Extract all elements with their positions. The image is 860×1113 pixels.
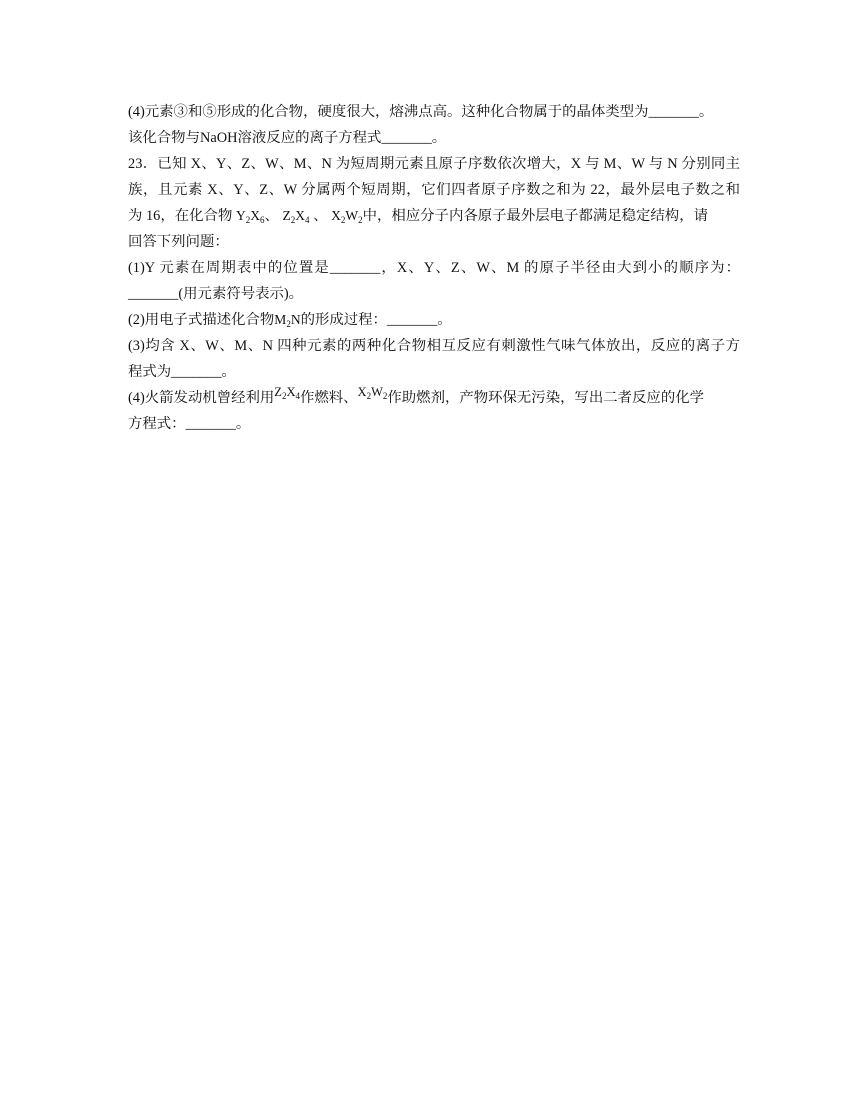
q23-part3-line1: (3)均含 X、W、M、N 四种元素的两种化合物相互反应有刺激性气味气体放出，反应的离子方: [128, 338, 740, 354]
q23-stem-line4: 回答下列问题：: [128, 234, 229, 250]
part4-mid: 作燃料、: [299, 390, 358, 406]
formula-symbol: X: [286, 385, 296, 399]
formula-subscript: 2: [358, 215, 363, 225]
formula-symbol: Y: [235, 208, 246, 223]
formula-symbol: W: [371, 385, 383, 399]
formula-subscript: 4: [295, 391, 300, 401]
formula-symbol: M: [274, 312, 287, 327]
q22-part4-line2: 该化合物与NaOH溶液反应的离子方程式_______。: [128, 130, 447, 146]
formula-symbol: X: [331, 208, 341, 223]
formula-y2x6: [236, 208, 265, 223]
formula-subscript: 2: [245, 215, 251, 225]
formula-subscript: 2: [286, 319, 291, 329]
q23-stem-line1: 23．已知 X、Y、Z、W、M、N 为短周期元素且原子序数依次增大，X 与 M、W 与 N 分别同主: [128, 156, 740, 172]
part2-suffix: 的形成过程：_______。: [300, 312, 452, 328]
document-page: [128, 99, 740, 437]
formula-symbol: X: [250, 208, 260, 223]
q23-stem-line3: [128, 203, 740, 229]
formula-subscript: 2: [340, 215, 346, 225]
q23-stem-line2: 族，且元素 X、Y、Z、W 分属两个短周期，它们四者原子序数之和为 22，最外层电子数之和: [128, 182, 740, 198]
formula-symbol: Z: [274, 385, 282, 399]
part4-prefix: (4)火箭发动机曾经利用: [128, 390, 275, 406]
separator: 、: [264, 208, 279, 224]
q23-part4-line1: [128, 385, 740, 411]
q23-part3-line2: 程式为_______。: [128, 364, 236, 380]
formula-x2w2-raised: [358, 385, 388, 399]
formula-symbol: X: [295, 208, 305, 223]
formula-symbol: W: [345, 208, 359, 223]
stem-line3-suffix: 中，相应分子内各原子最外层电子都满足稳定结构，请: [362, 208, 708, 224]
formula-z2x4: [282, 208, 309, 223]
formula-subscript: 2: [281, 391, 287, 401]
formula-subscript: 6: [259, 215, 265, 225]
part2-prefix: (2)用电子式描述化合物: [128, 312, 275, 328]
separator: 、: [313, 208, 328, 224]
q23-part4-line2: 方程式：_______。: [128, 416, 251, 432]
formula-subscript: 4: [304, 215, 310, 225]
formula-x2w2: [331, 208, 363, 223]
formula-subscript: 2: [366, 391, 372, 401]
formula-subscript: 2: [290, 215, 296, 225]
formula-m2n: [274, 312, 300, 327]
formula-z2x4-raised: [274, 385, 300, 399]
formula-subscript: 2: [382, 391, 388, 401]
formula-symbol: N: [290, 312, 301, 327]
formula-symbol: X: [357, 385, 367, 399]
formula-symbol: Z: [282, 208, 291, 223]
q22-part4-line1: (4)元素③和⑤形成的化合物，硬度很大，熔沸点高。这种化合物属于的晶体类型为_______。: [128, 104, 714, 120]
q23-part1-line1: (1)Y 元素在周期表中的位置是_______，X、Y、Z、W、M 的原子半径由大到小的顺序为：: [128, 260, 740, 276]
q23-part1-line2: _______(用元素符号表示)。: [128, 286, 304, 302]
stem-line3-prefix: 为 16，在化合物: [128, 208, 233, 224]
q23-part2: [128, 307, 740, 333]
part4-suffix: 作助燃剂，产物环保无污染，写出二者反应的化学: [387, 390, 704, 406]
